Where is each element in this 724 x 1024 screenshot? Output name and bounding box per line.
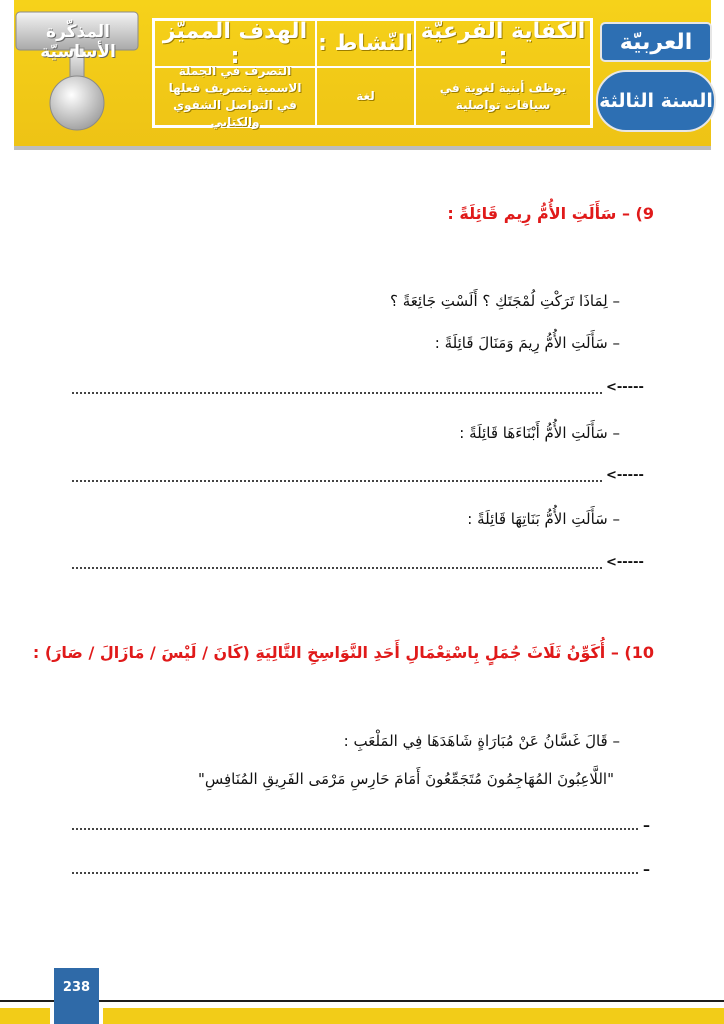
logo xyxy=(14,8,140,134)
answer-line-5[interactable] xyxy=(72,872,638,874)
page-number: 238 xyxy=(54,968,99,1024)
competency-text: يوظف أبنية لغوية في سياقات تواصلية xyxy=(415,67,591,126)
answer-arrow: <----- xyxy=(606,555,644,570)
answer-line-3[interactable] xyxy=(72,567,602,569)
answer-line-2[interactable] xyxy=(72,480,602,482)
exercise10-line-1: – قَالَ غَسَّانُ عَنْ مُبَارَاةٍ شَاهَدَهَا فِي المَلْعَبِ : xyxy=(343,732,620,750)
footer-bar-left xyxy=(0,1008,50,1024)
exercise10-quote: "اللَّاعِبُونَ المُهَاجِمُونَ مُتَجَمِّعُونَ أَمَامَ حَارِسِ مَرْمَى الفَرِيقِ المُنَافِسِ" xyxy=(197,770,614,788)
footer-rule xyxy=(0,1000,724,1002)
answer-arrow: <----- xyxy=(606,468,644,483)
exercise9-line-2: – سَأَلَتِ الأُمُّ رِيمَ وَمَنَالَ قَائِلَةً : xyxy=(434,334,620,352)
grade-badge: السنة الثالثة xyxy=(596,70,716,132)
exercise9-line-3: – سَأَلَتِ الأُمُّ أَبْنَاءَهَا قَائِلَةً : xyxy=(459,424,620,442)
exercise9-line-1: – لِمَاذَا تَرَكْتِ لُمْجَتَكِ ؟ أَلَسْتِ جَائِعَةً ؟ xyxy=(389,292,620,310)
header-shadow xyxy=(14,146,711,150)
activity-text: لغة xyxy=(316,67,415,126)
header-info-grid xyxy=(152,18,593,128)
answer-dash: – xyxy=(643,862,650,878)
answer-line-1[interactable] xyxy=(72,392,602,394)
logo-text: المذكّرة الأساسيّة xyxy=(40,22,116,62)
answer-line-4[interactable] xyxy=(72,828,638,830)
answer-dash: – xyxy=(643,818,650,834)
exercise9-heading: 9) – سَأَلَتِ الأُمُّ رِيم قَائِلَةً : xyxy=(447,204,654,223)
subject-badge: العربيّة xyxy=(600,22,712,62)
exercise9-line-4: – سَأَلَتِ الأُمُّ بَنَاتِهَا قَائِلَةً : xyxy=(467,510,620,528)
target-title: الهدف المميّز : xyxy=(154,20,316,67)
footer-bar-right xyxy=(103,1008,724,1024)
competency-title: الكفاية الفرعيّة : xyxy=(415,20,591,67)
answer-arrow: <----- xyxy=(606,380,644,395)
exercise10-heading: 10) – أُكَوِّنُ ثَلَاثَ جُمَلٍ بِاسْتِعْمَالِ أَحَدِ النَّوَاسِخِ التَّالِيَةِ (كَانَ / لَيْسَ / مَازَالَ / صَارَ) : xyxy=(32,643,654,662)
target-text: التصرف في الجملة الاسمية بتصريف فعلها في التواصل الشفوي والكتابي xyxy=(154,67,316,126)
activity-title: النّشاط : xyxy=(316,20,415,67)
